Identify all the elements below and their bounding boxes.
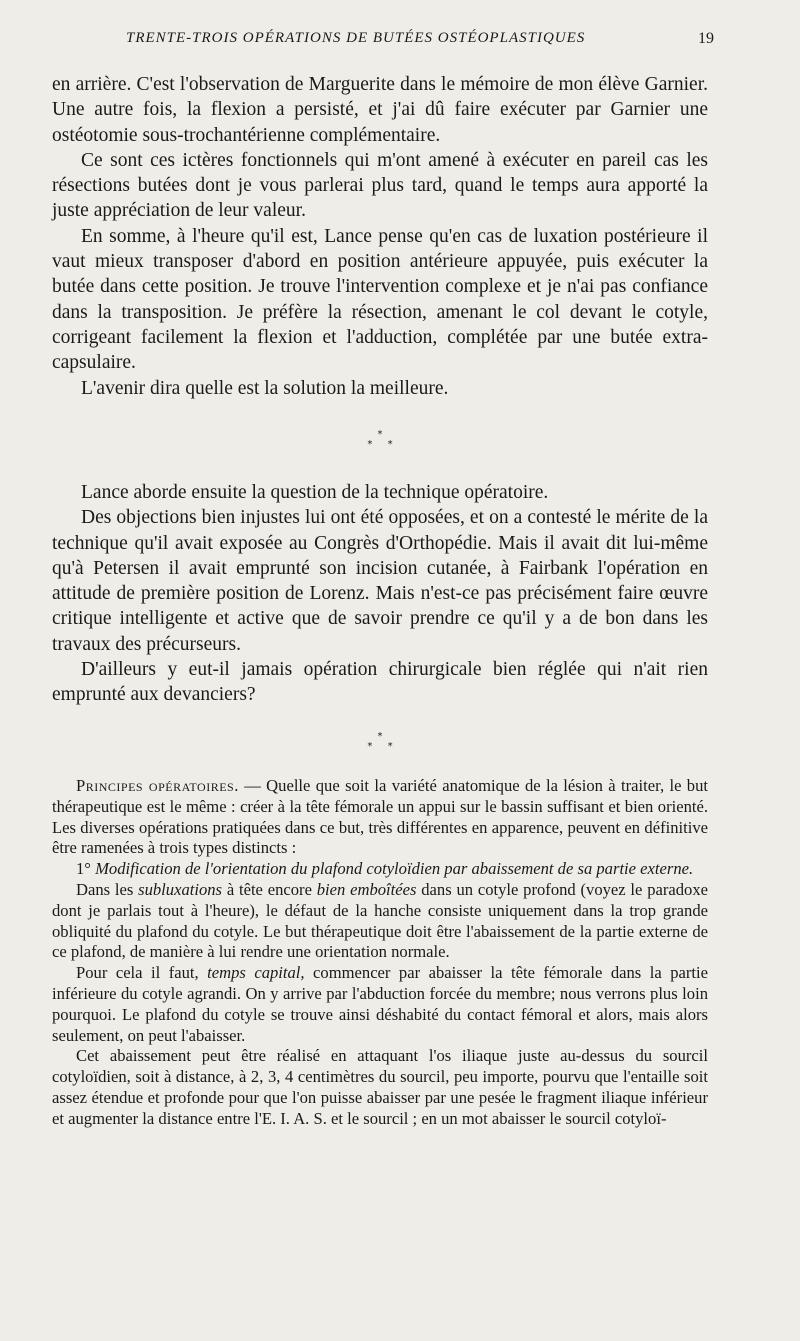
paragraph-en-somme: En somme, à l'heure qu'il est, Lance pense qu'en cas de luxation postérieure il vaut mieux transposer d'abord en position antérieure appuyée, puis exécuter la butée dans cette position. Je trouve l'intervention complexe et je n'ai pas confiance dans la transposition. Je préfère la résection, amenant le col devant le cotyle, corrigeant facilement la flexion et l'adduction, complétée par une butée extra-capsulaire.: [52, 225, 708, 374]
paragraph-technique-intro: Lance aborde ensuite la question de la technique opératoire.: [81, 482, 549, 503]
paragraph-objections: Des objections bien injustes lui ont été opposées, et on a contesté le mérite de la technique qu'il avait exposée au Congrès d'Orthopédie. Mais il avait dit lui-même qu'à Petersen il avait emprunté son incision cutanée, à Fairbank l'opération en attitude de première position de Lorenz. Mais n'est-ce pas précisément faire œuvre critique intelligente et active que de savoir prendre ce qu'il y a de bon dans les travaux des précurseurs.: [52, 507, 708, 655]
page-number: 19: [698, 30, 714, 47]
section-technique: [52, 480, 708, 708]
paragraph-devanciers: D'ailleurs y eut-il jamais opération chirurgicale bien réglée qui n'ait rien emprunté aux devanciers?: [52, 659, 708, 706]
section-heading: Principes opératoires.: [76, 776, 239, 795]
italic-term: bien emboîtées: [316, 879, 417, 899]
list-number: 1°: [76, 859, 91, 879]
text-run: Dans les: [76, 879, 139, 899]
asterism-bottom-stars: * *: [367, 439, 399, 450]
text-run: à tête encore: [222, 879, 317, 899]
asterism-top-star: *: [377, 429, 383, 440]
paragraph-abaissement: Cet abaissement peut être réalisé en attaquant l'os iliaque juste au-dessus du sourcil cotyloïdien, soit à distance, à 2, 3, 4 centimètres du sourcil, peu importe, pourvu que l'entaille soit assez étendue et profonde pour que l'on puisse abaisser par une pesée le fragment iliaque inférieur et augmenter la distance entre l'E. I. A. S. et le sourcil ; en un mot abaisser le sourcil cotyloï-: [52, 1046, 708, 1128]
text-run: dans un cotyle profond (voyez le paradoxe dont je parlais tout à l'heure), le défaut de la hanche consiste uniquement dans la trop grande obliquité du plafond du cotyle. Le but thérapeutique doit être l'abaissement de la partie externe de ce plafond, de manière à lui rendre une orientation normale.: [52, 879, 709, 962]
section-principes: [52, 776, 708, 1130]
paragraph-subluxations: [52, 880, 708, 963]
text-run: commencer par abaisser la tête fémorale dans la partie inférieure du cotyle agrandi. On y arrive par l'abduction forcée du membre; nous verrons plus loin pourquoi. Le plafond du cotyle se trouve ainsi déshabité du contact fémoral et alors, mais alors seulement, on peut l'abaisser.: [52, 963, 708, 1045]
asterism-divider: [360, 430, 400, 450]
paragraph-avenir: L'avenir dira quelle est la solution la meilleure.: [81, 377, 449, 399]
asterism-divider-2: [360, 732, 400, 752]
type-1-title: Modification de l'orientation du plafond cotyloïdien par abaissement de sa partie externe.: [90, 859, 694, 879]
paragraph-icteres: Ce sont ces ictères fonctionnels qui m'ont amené à exécuter en pareil cas les résections butées dont je vous parlerai plus tard, quand le temps aura apporté la juste appréciation de leur valeur.: [52, 149, 708, 222]
running-head: [52, 30, 712, 52]
asterism-bottom-stars: * *: [367, 741, 399, 752]
section-lance-results: [52, 72, 708, 401]
italic-term: temps capital,: [207, 963, 305, 983]
asterism-top-star: *: [377, 731, 383, 742]
paragraph-principes: [52, 776, 708, 859]
text-run: Pour cela il faut,: [76, 963, 208, 983]
paragraph-type-1: [52, 859, 708, 880]
running-title: TRENTE-TROIS OPÉRATIONS DE BUTÉES OSTÉOPLASTIQUES: [126, 30, 586, 46]
principes-text: — Quelle que soit la variété anatomique de la lésion à traiter, le but thérapeutique est le même : créer à la tête fémorale un appui sur le bassin suffisant et bien orienté. Les diverses opérations pratiquées dans ce but, très différentes en apparence, peuvent en définitive être ramenées à trois types distincts :: [52, 776, 708, 858]
paragraph-continued: en arrière. C'est l'observation de Marguerite dans le mémoire de mon élève Garnier. Une autre fois, la flexion a persisté, et j'ai dû faire exécuter par Garnier une ostéotomie sous-trochantérienne complémentaire.: [52, 74, 708, 146]
italic-term: subluxations: [138, 879, 223, 899]
paragraph-temps-capital: [52, 963, 708, 1046]
